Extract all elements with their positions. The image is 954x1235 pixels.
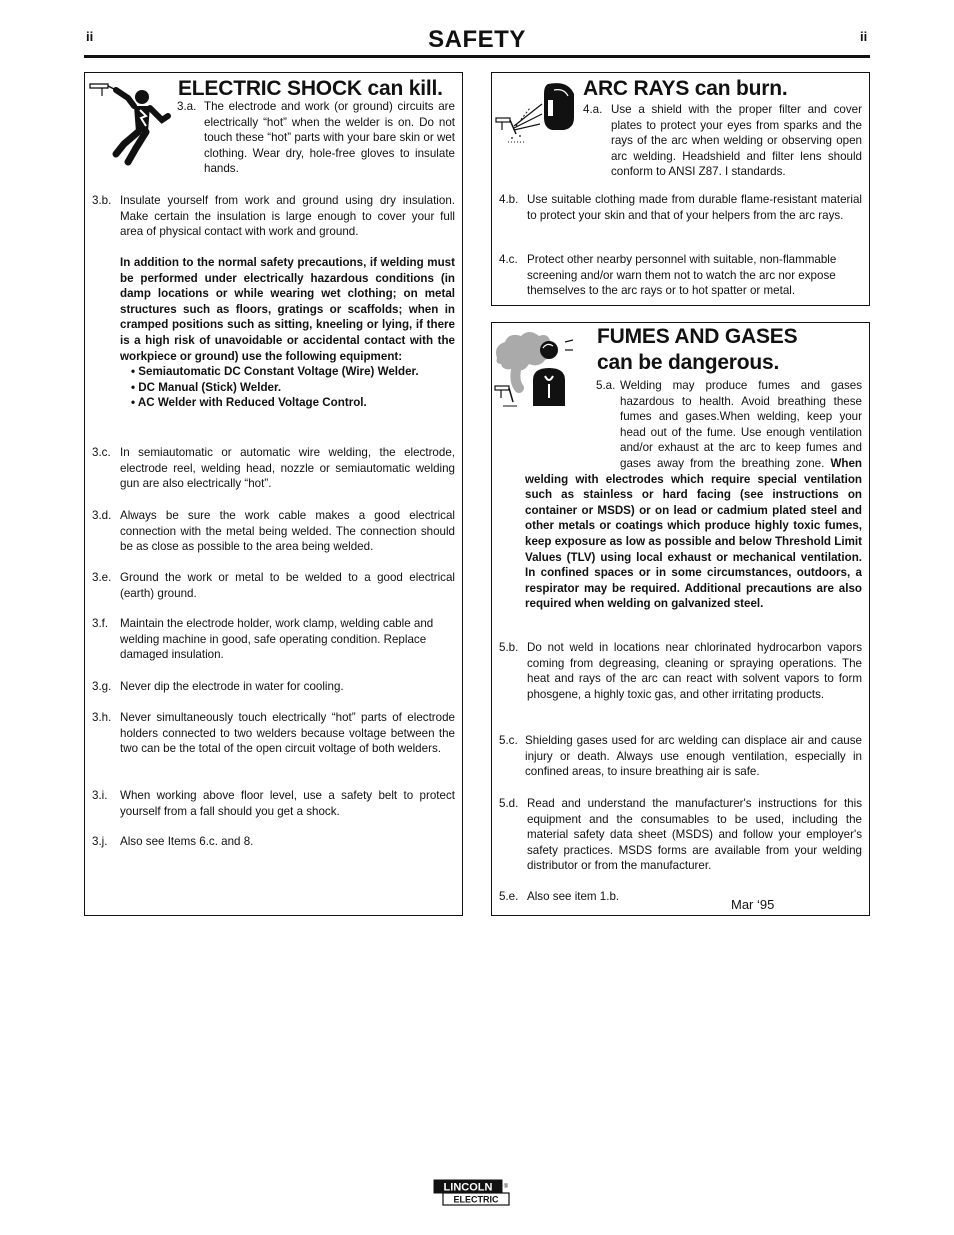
item-3e xyxy=(92,570,455,601)
logo-top-text: LINCOLN xyxy=(443,1181,493,1194)
registered-mark: ® xyxy=(503,1184,509,1190)
arc-rays-heading: ARC RAYS can burn. xyxy=(583,77,788,100)
item-text: Read and understand the manufacturer's instructions for this equipment and the consumables to be used, including the material safety data sheet (MSDS) and follow your employer's safety practices. MSDS forms are available from your welding distributor or from the manufacturer. xyxy=(527,797,862,873)
page-title: SAFETY xyxy=(428,26,526,53)
hazardous-conditions-note xyxy=(120,255,455,411)
item-text: Never simultaneously touch electrically “hot” parts of electrode holders connected to two welders because voltage between the two can be the total of the open circuit voltage of both welders. xyxy=(120,711,455,756)
item-3b xyxy=(92,193,455,240)
item-text: Never dip the electrode in water for cooling. xyxy=(120,680,344,693)
item-number: 3.i. xyxy=(92,789,108,802)
title-rule xyxy=(84,55,870,58)
item-3d xyxy=(92,508,455,555)
item-number: 3.e. xyxy=(92,571,112,584)
item-number: 3.a. xyxy=(177,100,197,113)
item-text: Also see Items 6.c. and 8. xyxy=(120,835,254,848)
item-5e xyxy=(499,889,719,905)
equipment-item: • AC Welder with Reduced Voltage Control. xyxy=(131,396,367,410)
item-3a xyxy=(177,99,455,177)
item-text: Protect other nearby personnel with suitable, non-flammable screening and/or warn them not to watch the arc nor expose themselves to the arc rays or to hot spatter or metal. xyxy=(527,253,837,298)
item-text: The electrode and work (or ground) circuits are electrically “hot” when the welder is on. Do not touch these “hot” parts with your bare skin or wet clothing. Wear dry, hole-free gloves to insulate hands. xyxy=(204,100,455,176)
item-4b xyxy=(499,192,862,223)
item-text: When working above floor level, use a safety belt to protect yourself from a fall should you get a shock. xyxy=(120,789,455,818)
item-3f xyxy=(92,616,455,663)
item-number: 5.e. xyxy=(499,890,519,903)
item-number: 5.c. xyxy=(499,734,518,747)
item-text: Ground the work or metal to be welded to a good electrical (earth) ground. xyxy=(120,571,455,600)
item-number: 3.g. xyxy=(92,680,112,693)
item-text: Do not weld in locations near chlorinated hydrocarbon vapors coming from degreasing, cleaning or spraying operations. The heat and rays of the arc can react with solvent vapors to form phosgene, a highly toxic gas, and other irritating products. xyxy=(527,641,862,701)
item-text: Shielding gases used for arc welding can displace air and cause injury or death. Always use enough ventilation, especially in confined areas, to insure breathing air is safe. xyxy=(525,734,862,779)
electric-shock-icon xyxy=(88,80,174,166)
item-text: Maintain the electrode holder, work clamp, welding cable and welding machine in good, safe operating condition. Replace damaged insulation. xyxy=(120,617,434,662)
item-number: 5.d. xyxy=(499,797,519,810)
item-number: 5.b. xyxy=(499,641,519,654)
item-text: Use a shield with the proper filter and cover plates to protect your eyes from sparks and the rays of the arc when welding or observing open arc welding. Headshield and filter lens should conform to ANSI Z87. I standards. xyxy=(611,103,862,179)
arc-rays-icon xyxy=(494,78,580,150)
item-5a xyxy=(525,378,862,612)
item-text: Also see item 1.b. xyxy=(527,890,620,903)
item-number: 3.j. xyxy=(92,835,108,848)
item-text: Insulate yourself from work and ground using dry insulation. Make certain the insulation is large enough to cover your full area of physical contact with work and ground. xyxy=(120,194,455,239)
item-5c xyxy=(499,733,862,780)
revision-date: Mar ‘95 xyxy=(731,897,775,912)
item-number: 3.h. xyxy=(92,711,112,724)
item-number: 4.c. xyxy=(499,253,518,266)
item-3j xyxy=(92,834,455,850)
item-number: 3.d. xyxy=(92,509,112,522)
fumes-heading-line2: can be dangerous. xyxy=(597,351,780,374)
item-number: 4.b. xyxy=(499,193,519,206)
item-text: Always be sure the work cable makes a good electrical connection with the metal being welded. The connection should be as close as possible to the area being welded. xyxy=(120,509,455,554)
item-3g xyxy=(92,679,455,695)
equipment-list xyxy=(120,364,455,411)
item-4c xyxy=(499,252,862,299)
item-text: Welding may produce fumes and gases hazardous to health. Avoid breathing these fumes and gases.When welding, keep your head out of the fume. Use enough ventilation and/or exhaust at the arc to keep fumes and gases away from the breathing zone. xyxy=(620,379,862,470)
equipment-item: • Semiautomatic DC Constant Voltage (Wire) Welder. xyxy=(131,365,419,379)
item-number: 5.a. xyxy=(596,379,616,392)
equipment-item: • DC Manual (Stick) Welder. xyxy=(131,380,282,394)
item-number: 3.c. xyxy=(92,446,111,459)
fumes-heading-line1: FUMES AND GASES xyxy=(597,325,798,348)
item-5b xyxy=(499,640,862,702)
lincoln-electric-logo xyxy=(433,1179,511,1207)
item-4a xyxy=(583,102,862,180)
item-5d xyxy=(499,796,862,874)
item-text: Use suitable clothing made from durable flame-resistant material to protect your skin and that of your helpers from the arc rays. xyxy=(527,193,862,222)
item-text: In semiautomatic or automatic wire welding, the electrode, electrode reel, welding head, nozzle or semiautomatic welding gun are also electrically “hot”. xyxy=(120,446,455,491)
item-3h xyxy=(92,710,455,757)
electric-shock-heading: ELECTRIC SHOCK can kill. xyxy=(178,77,443,100)
page-number-left: ii xyxy=(86,29,94,44)
item-3c xyxy=(92,445,455,492)
hazardous-conditions-text: In addition to the normal safety precautions, if welding must be performed under electrically hazardous conditions (in damp locations or while wearing wet clothing; on metal structures such as floors, gratings or scaffolds; when in cramped positions such as sitting, kneeling or lying, if there is a high risk of unavoidable or accidental contact with the workpiece or ground) use the following equipment: xyxy=(120,256,455,363)
page-number-right: ii xyxy=(860,29,868,44)
item-5a-body xyxy=(525,378,862,612)
item-3i xyxy=(92,788,455,819)
logo-bottom-text: ELECTRIC xyxy=(453,1194,499,1205)
item-number: 3.b. xyxy=(92,194,112,207)
item-text-bold: When welding with electrodes which require special ventilation such as stainless or hard facing (see instructions on container or MSDS) or on lead or cadmium plated steel and other metals or coatings which produce highly toxic fumes, keep exposure as low as possible and below Threshold Limit Values (TLV) using local exhaust or mechanical ventilation. In confined spaces or in some circumstances, outdoors, a respirator may be required. Additional precautions are also required when welding on galvanized steel. xyxy=(525,456,862,611)
item-number: 4.a. xyxy=(583,103,603,116)
item-number: 3.f. xyxy=(92,617,109,630)
